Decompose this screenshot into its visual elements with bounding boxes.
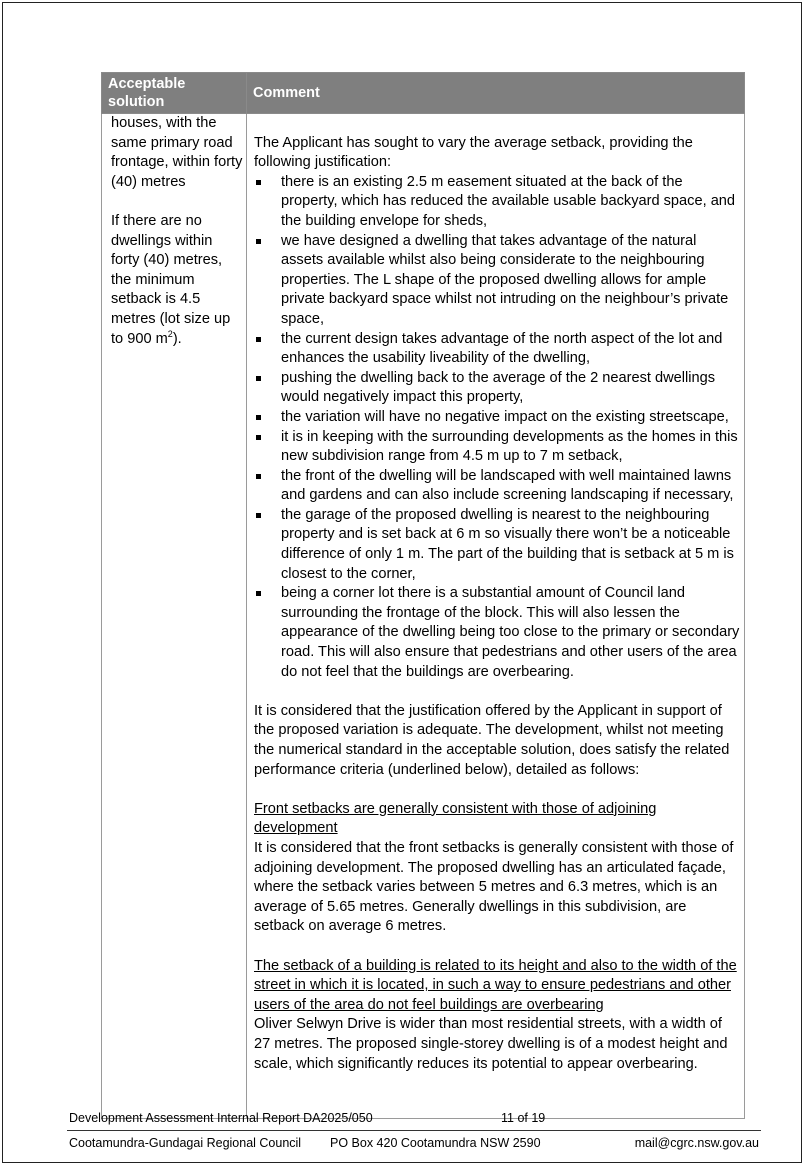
footer-divider xyxy=(67,1130,761,1131)
list-item: the front of the dwelling will be landscaped with well maintained lawns and gardens and can also include screening landscaping if necessary, xyxy=(254,467,740,506)
footer-page-number: 11 of 19 xyxy=(501,1111,546,1125)
list-item: it is in keeping with the surrounding developments as the homes in this new subdivision range from 4.5 m up to 7 m setback, xyxy=(254,428,740,467)
comment-intro: The Applicant has sought to vary the average setback, providing the following justification: xyxy=(254,134,693,171)
footer-report-title: Development Assessment Internal Report DA2025/050 xyxy=(69,1111,373,1125)
comment-conclusion: It is considered that the justification offered by the Applicant in support of the proposed variation is adequate. The development, whilst not meeting the numerical standard in the acceptable solution, does satisfy the related performance criteria (underlined below), detailed as follows: xyxy=(254,702,730,778)
list-item: the variation will have no negative impact on the existing streetscape, xyxy=(254,408,740,428)
assessment-table xyxy=(101,72,745,1119)
criterion-2-text: Oliver Selwyn Drive is wider than most residential streets, with a width of 27 metres. The proposed single-storey dwelling is of a modest height and scale, which significantly reduces its potential to appear overbearing. xyxy=(254,1016,728,1072)
list-item: being a corner lot there is a substantial amount of Council land surrounding the frontage of the block. This will also lessen the appearance of the dwelling being too close to the primary or secondary road. This will also ensure that pedestrians and other users of the area do not feel that the buildings are overbearing. xyxy=(254,584,740,682)
footer-council-name: Cootamundra-Gundagai Regional Council xyxy=(69,1136,302,1150)
list-item: the current design takes advantage of the north aspect of the lot and enhances the usability liveability of the dwelling, xyxy=(254,330,740,369)
list-item: pushing the dwelling back to the average of the 2 nearest dwellings would negatively impact this property, xyxy=(254,369,740,408)
header-comment: Comment xyxy=(247,73,745,114)
acceptable-solution-cell xyxy=(102,114,247,1119)
footer-address: PO Box 420 Cootamundra NSW 2590 xyxy=(330,1136,541,1150)
criterion-1-heading: Front setbacks are generally consistent with those of adjoining development xyxy=(254,800,657,837)
table-header-row xyxy=(102,73,745,114)
footer-email: mail@cgrc.nsw.gov.au xyxy=(634,1136,759,1150)
justification-list xyxy=(254,173,740,682)
criterion-2-heading: The setback of a building is related to its height and also to the width of the street in which it is located, in such a way to ensure pedestrians and other users of the area do not feel buildings are overbearing xyxy=(254,957,737,1013)
acceptable-solution-para2 xyxy=(111,212,244,349)
acceptable-solution-para2-end: ). xyxy=(172,330,182,347)
table-row xyxy=(102,114,745,1119)
footer-report-line xyxy=(69,1110,759,1126)
comment-cell xyxy=(247,114,745,1119)
list-item: there is an existing 2.5 m easement situated at the back of the property, which has reduced the available usable backyard space, and the building envelope for sheds, xyxy=(254,173,740,232)
acceptable-solution-para2-text: If there are no dwellings within forty (40) metres, the minimum setback is 4.5 metres (lot size up to 900 m xyxy=(111,212,231,347)
acceptable-solution-para1: houses, with the same primary road frontage, within forty (40) metres xyxy=(111,115,243,190)
header-acceptable-solution: Acceptable solution xyxy=(102,73,247,114)
list-item: the garage of the proposed dwelling is nearest to the neighbouring property and is set back at 6 m so visually there won’t be a noticeable difference of only 1 m. The part of the building that is setback at 5 m is closest to the corner, xyxy=(254,506,740,584)
superscript-2: 2 xyxy=(167,328,173,339)
criterion-1-text: It is considered that the front setbacks is generally consistent with those of adjoining development. The proposed dwelling has an articulated façade, where the setback varies between 5 metres and 6.3 metres, which is an average of 5.65 metres. Generally dwellings in this subdivision, are setback on average 6 metres. xyxy=(254,839,734,935)
footer-contact-line xyxy=(69,1135,759,1151)
list-item: we have designed a dwelling that takes advantage of the natural assets available whilst also being considerate to the neighbouring properties. The L shape of the proposed dwelling allows for ample private backyard space whilst not intruding on the neighbour’s private space, xyxy=(254,232,740,330)
document-page xyxy=(2,2,802,1163)
